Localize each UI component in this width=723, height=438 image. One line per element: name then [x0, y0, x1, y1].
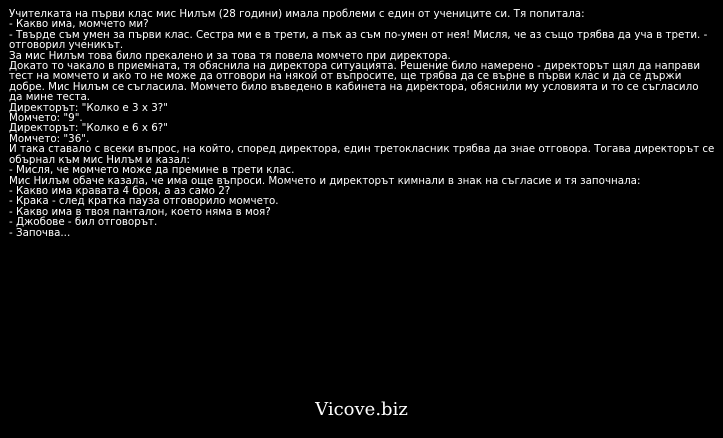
story-line: Директорът: "Колко е 3 х 3?" [9, 101, 168, 114]
story-line: За мис Нилъм това било прекалено и за това тя повела момчето при директора. [9, 49, 451, 62]
story-line: И така ставало с всеки въпрос, на който, според директора, един третокласник трябва да знае отговора. Тогава директорът се обърнал към мис Нилъм и казал: [9, 143, 715, 166]
story-line: - Мисля, че момчето може да премине в трети клас. [9, 164, 295, 177]
story-line: - Какво има, момчето ми? [9, 18, 149, 31]
story-line: Директорът: "Колко е 6 х 6?" [9, 122, 168, 135]
joke-text [9, 9, 715, 238]
story-line: Докато то чакало в приемната, тя обяснила на директора ситуацията. Решение било намерено - директорът щял да направи тест на момчето и ако то не може да отговори на някой от въпросите, ще трябва да се върне в първи клас и да се държи добре. Мис Нилъм се съгласила. Момчето било въведено в кабинета на директора, обяснили му условията и то се съгласило да мине теста. [9, 60, 701, 104]
story-line: Учителката на първи клас мис Нилъм (28 години) имала проблеми с един от учениците си. Тя попитала: [9, 8, 585, 20]
story-line: Момчето: "36". [9, 132, 90, 145]
story-line: - Твърде съм умен за първи клас. Сестра ми е в трети, а пък аз съм по-умен от нея! Мисля, че аз също трябва да уча в трети. - отговорил ученикът. [9, 28, 708, 52]
story-line: - Какво има кравата 4 броя, а аз само 2? [9, 184, 231, 197]
story-line: - Какво има в твоя панталон, което няма в моя? [9, 205, 271, 218]
story-line: - Джобове - бил отговорът. [9, 216, 158, 229]
story-line: - Започва... [9, 226, 71, 239]
story-line: Момчето: "9". [9, 112, 83, 125]
story-line: Мис Нилъм обаче казала, че има още въпроси. Момчето и директорът кимнали в знак на съгласие и тя започнала: [9, 174, 641, 187]
story-line: - Крака - след кратка пауза отговорило момчето. [9, 195, 279, 208]
site-watermark: Vicove.biz [315, 399, 408, 420]
